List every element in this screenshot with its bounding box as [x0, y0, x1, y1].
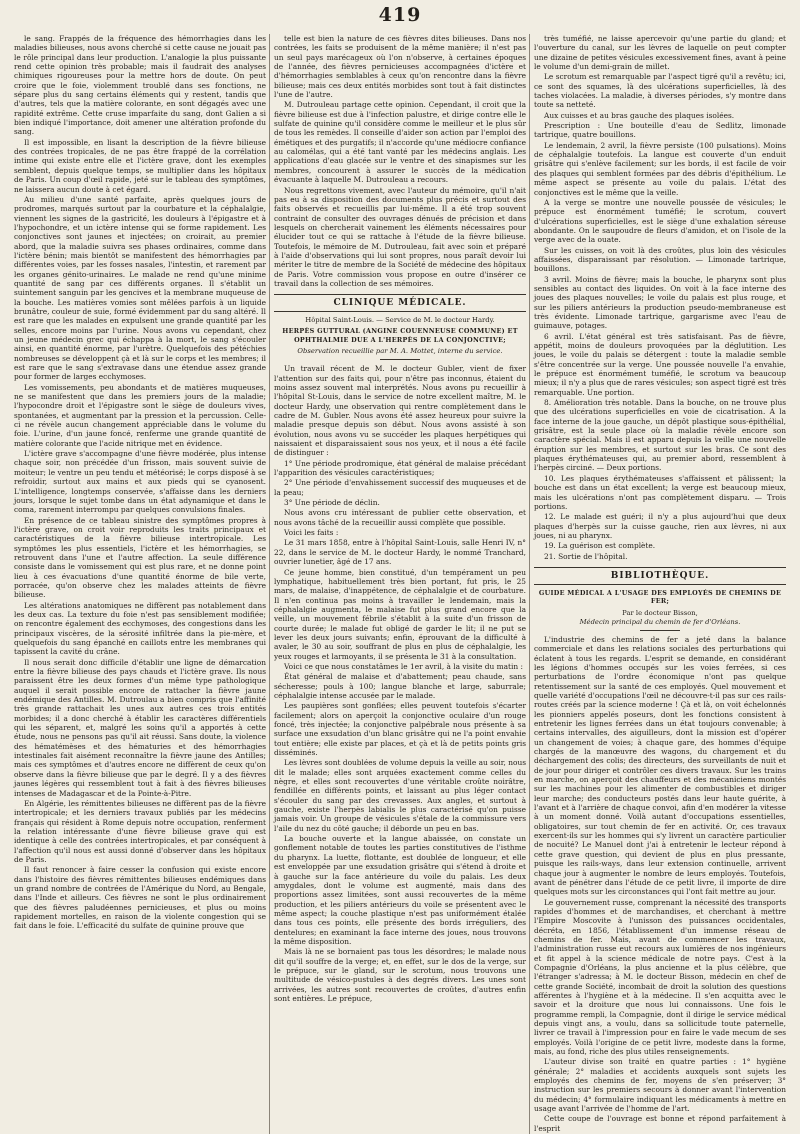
author-role: Médecin principal du chemin de fer d'Orléans. — [579, 617, 741, 626]
paragraph: 10. Les plaques érythémateuses s'affaissent et pâlissent; la bouche est dans un état excellent; la verge est beaucoup mieux, mais les ulcérations n'ont pas complètement disparu. — Trois portions. — [534, 473, 786, 511]
column-2-bottom-paragraphs — [274, 364, 526, 1003]
paragraph: Il nous serait donc difficile d'établir une ligne de démarcation entre la fièvre bilieuse des pays chauds et l'ictère grave. Ils nous paraissent être les deux formes d'un même type pathologique auquel il serait possible encore de rattacher la fièvre jaune endémique des Antilles. M. Dutroulau a bien compris que l'affinité très grande rattachait les unes aux autres ces trois entités morbides; il a donc cherché à établir les caractères différentiels qui les séparent, et, malgré les soins qu'il a apportés à cette étude, nous ne pensons pas qu'il ait réussi. Sans doute, la violence des hématémèses et des hématuries et des hémorrhagies intestinales fait aisément reconnaître la fièvre jaune des Antilles; mais ces symptômes et d'autres encore ne diffèrent de ceux qu'on observe dans la fièvre bilieuse que par le degré. Il y a des fièvres jaunes légères qui ressemblent tout à fait à des fièvres bilieuses intenses de Madagascar et de la Pointe-à-Pitre. — [14, 657, 266, 798]
paragraph: En présence de ce tableau sinistre des symptômes propres à l'ictère grave, on croit voir reproduits les traits principaux et caractéristiques de la fièvre bilieuse intertropicale. Les symptômes les plus essentiels, l'ictère et les hémorrhagies, se retrouvent dans l'une et l'autre affection. La seule différence consiste dans le vomissement qui est plus rare, et ne donne point lieu à ces évacuations d'une quantité énorme de bile verte, porracée, qu'on observe chez les malades atteints de fièvre bilieuse. — [14, 515, 266, 600]
section-title-clinique: CLINIQUE MÉDICALE. — [274, 294, 526, 312]
text-columns — [14, 34, 786, 1133]
paragraph: État général de malaise et d'abattement; peau chaude, sans sécheresse; pouls à 100; langue blanche et large, saburrale; céphalalgie intense accusée par le malade. — [274, 672, 526, 700]
paragraph: Le gouvernement russe, comprenant la nécessité des transports rapides d'hommes et de marchandises, et cherchant à mettre l'Empire Moscovite à l'unisson des puissances occidentales, décréta, en 1856, l'établissement d'un immense réseau de chemins de fer. Mais, avant de commencer les travaux, l'administration russe eut recours aux lumières de nos ingénieurs et fit appel à la science médicale de notre pays. C'est à la Compagnie d'Orléans, la plus ancienne et la plus célèbre, que l'étranger s'adressa; à M. le docteur Bisson, médecin en chef de cette grande Société, incombait de droit la solution des questions afférentes à l'hygiène et à la médecine. Il s'en acquitta avec le savoir et la droiture que nous lui connaissons. Une fois le programme rempli, la Compagnie, dont il dirige le service médical depuis vingt ans, a voulu, dans sa sollicitude toute paternelle, livrer ce travail à l'impression pour en faire le vade mecum de ses employés. Voilà l'origine de ce petit livre, modeste dans la forme, mais, au fond, riche des plus utiles renseignements. — [534, 897, 786, 1057]
paragraph: Les paupières sont gonflées; elles peuvent toutefois s'écarter facilement; alors on aperçoit la conjonctive oculaire d'un rouge foncé, très injectée; la conjonctive palpébrale nous présente à sa surface une exsudation d'un blanc grisâtre qui ne l'a point envahie tout entière; elle existe par places, et çà et là de petits points gris disséminés. — [274, 701, 526, 758]
paragraph: 19. La guérison est complète. — [544, 541, 656, 551]
column-2-top-paragraphs — [274, 34, 526, 288]
paragraph: Le 31 mars 1858, entre à l'hôpital Saint-Louis, salle Henri IV, n° 22, dans le service de M. le docteur Hardy, le nommé Tranchard, ouvrier lunetier, âgé de 17 ans. — [274, 538, 526, 567]
paragraph: M. Dutrouleau partage cette opinion. Cependant, il croit que la fièvre bilieuse est due à l'infection palustre, et dirige contre elle le sulfate de quinine qu'il considère comme le meilleur et le plus sûr de tous les remèdes. Il conseille d'aider son action par l'emploi des émétiques et des purgatifs; il n'accorde qu'une médiocre confiance au calomélas, qui a été tant vanté par les médecins anglais. Les applications d'eau glacée sur le ventre et des sinapismes sur les membres, concourent à assurer le succès de la médication évacuante à laquelle M. Dutrouleau a recours. — [274, 100, 526, 185]
paragraph: 6 avril. L'état général est très satisfaisant. Pas de fièvre, appétit, moins de douleurs provoquées par la déglutition. Les joues, le voile du palais se détergent : toute la maladie semble s'être concentrée sur la verge. Une poussée nouvelle l'a envahie, le prépuce est énormément tuméfié, le scrotum va beaucoup mieux; il n'y a plus que de rares vésicules; son aspect tigré est très remarquable. Une portion. — [534, 331, 786, 397]
paragraph: le sang. Frappés de la fréquence des hémorrhagies dans les maladies bilieuses, nous avons cherché si cette cause ne jouait pas le rôle principal dans leur production. L'analogie la plus puissante rend cette opinion très probable; mais il faudrait des analyses chimiques rigoureuses pour la mettre hors de doute. On peut croire que le foie, violemment troublé dans ses fonctions, ne sépare plus du sang certains éléments qui y restent, tandis que d'autres, tels que la matière colorante, en sont dégagés avec une rapidité extrême. Cette cruse imparfaite du sang, dont Galien a si bien indiqué l'importance, doit amener une altération profonde du sang. — [14, 34, 266, 137]
section-title-bibliotheque: BIBLIOTHÈQUE. — [534, 567, 786, 585]
column-3 — [534, 34, 786, 1134]
article-title-herpes: HERPÈS GUTTURAL (ANGINE COUENNEUSE COMMUNE) ET OPHTHALMIE DUE A L'HERPÈS DE LA CONJONCTIVE; — [282, 327, 518, 344]
paragraph: 1° Une période prodromique, état général de malaise précédant l'apparition des vésicules caractéristiques; — [274, 458, 526, 478]
paragraph: Voici ce que nous constatâmes le 1er avril, à la visite du matin : — [284, 661, 523, 671]
paragraph: Le scrotum est remarquable par l'aspect tigré qu'il a revêtu; ici, ce sont des squames, là des ulcérations superficielles, là des taches violacées. La maladie, à diverses périodes, s'y montre dans toute sa netteté. — [534, 72, 786, 110]
paragraph: L'ictère grave s'accompagne d'une fièvre modérée, plus intense chaque soir, non précédée d'un frisson, mais souvent suivie de moiteur; le ventre un peu tendu et météorisé; le corps disposé à se refroidir, surtout aux mains et aux pieds qui se cyanosent. L'intelligence, longtemps conservée, s'affaisse dans les derniers jours, lorsque le sujet tombe dans un état adynamique et dans le coma, rarement interrompu par quelques convulsions finales. — [14, 449, 266, 515]
column-2 — [274, 34, 526, 1134]
paragraph: Sur les cuisses, on voit là des croûtes, plus loin des vésicules affaissées, disparaissant par résolution. — Limonade tartrique, bouillons. — [534, 245, 786, 274]
paragraph: Mais là ne se bornaient pas tous les désordres; le malade nous dit qu'il souffre de la verge; et, en effet, sur le dos de la verge, sur le prépuce, sur le gland, sur le scrotum, nous trouvons une multitude de vésico-pustules à des degrés divers. Les unes sont arrivées, les autres sont recouvertes de croûtes, d'autres enfin sont entières. Le prépuce, — [274, 947, 526, 1003]
hospital-line: Hôpital Saint-Louis. — Service de M. le docteur Hardy. — [305, 316, 495, 325]
paragraph: 2° Une période d'envahissement successif des muqueuses et de la peau; — [274, 478, 526, 497]
paragraph: 8. Amélioration très notable. Dans la bouche, on ne trouve plus que des ulcérations superficielles en voie de cicatrisation. A la face interne de la joue gauche, un dépôt plastique sous-épithélial, grisâtre, est la seule place où la maladie révèle encore son caractère spécial. Mais il est apparu depuis la veille une nouvelle éruption sur les membres, et surtout sur les bras. Ce sont des plaques érythémateuses qui, au premier abord, ressemblent à l'herpès circiné. — Deux portions. — [534, 398, 786, 473]
paragraph: L'industrie des chemins de fer a jeté dans la balance commerciale et dans les relations sociales des perturbations qui éclatent à tous les regards. L'esprit se demande, en considérant les légions d'hommes occupés sur les voies ferrées, si ces perturbations de l'ordre économique n'ont pas quelque retentissement sur la santé de ces employés. Quel mouvement et quelle variété d'occupations l'œil ne découvre-t-il pas sur ces rails-routes créés par la science moderne ! Çà et là, on voit échelonnés les pionniers appelés poseurs, dont les fonctions consistent à entretenir les lignes ferrées dans un état toujours convenable; à certains intervalles, des aiguilleurs, dont la mission est d'opérer un changement de voies; à chaque gare, des hommes d'équipe chargés de la manœuvre des wagons, du chargement et du déchargement des colis; des directeurs, des surveillants de nuit et de jour pour diriger et contrôler ces divers travaux. Sur les trains en marche, on aperçoit des chauffeurs et des mécaniciens montés sur les machines pour les alimenter de combustibles et diriger leur marche; des conducteurs postés dans leur haute guérite, à l'avant et à l'arrière de chaque convoi, afin d'en modérer la vitesse à un moment donné. Voilà autant d'occupations essentielles, obligatoires, sur tout chemin de fer en activité. Or, ces travaux exercent-ils sur les hommes qui s'y livrent un caractère particulier de nocuité? Le Manuel dont j'ai à entretenir le lecteur répond à cette grave question, qui devient de plus en plus pressante, puisque les rails-ways, dans leur extension continuelle, arrivent chaque jour à augmenter le nombre de leurs employés. Toutefois, avant de pénétrer dans l'étude de ce petit livre, il importe de dire quelques mots sur les circonstances qui l'ont fait mettre au jour. — [534, 634, 786, 897]
paragraph: Les vomissements, peu abondants et de matières muqueuses, ne se manifestent que dans les premiers jours de la maladie; l'hypocondre droit et l'épigastre sont le siège de douleurs vives, spontanées, et augmentant par la pression et la percussion. Celle-ci ne révèle aucun changement appréciable dans le volume du foie. L'urine, d'un jaune foncé, renferme une grande quantité de matière colorante que l'acide nitrique met en évidence. — [14, 382, 266, 448]
paragraph: Voici les faits : — [284, 528, 339, 538]
paragraph: Les lèvres sont doublées de volume depuis la veille au soir, nous dit le malade; elles sont arquées exactement comme celles du nègre, et elles sont recouvertes d'une véritable croûte noirâtre, fendillée en différents points, et laissant au plus léger contact s'écouler du sang par des crevasses. Aux angles, et surtout à gauche, existe l'herpès labialis le plus caractérisé qu'on puisse jamais voir. Un groupe de vésicules s'étale de la commissure vers l'aile du nez du côté gauche; il déborde un peu en bas. — [274, 758, 526, 833]
paragraph: Il est impossible, en lisant la description de la fièvre bilieuse des contrées tropicales, de ne pas être frappé de la corrélation intime qui existe entre elle et l'ictère grave, dont les exemples semblent, depuis quelque temps, se multiplier dans les hôpitaux de Paris. Un coup d'œil rapide, jeté sur le tableau des symptômes, ne laissera aucun doute à cet égard. — [14, 137, 266, 194]
paragraph: très tuméfié, ne laisse apercevoir qu'une partie du gland; et l'ouverture du canal, sur les lèvres de laquelle on peut compter une dizaine de petites vésicules excessivement fines, avant à peine le volume d'un demi-grain de millet. — [534, 34, 786, 72]
paragraph: 21. Sortie de l'hôpital. — [544, 551, 628, 561]
page-number: 419 — [378, 4, 422, 26]
paragraph: Ce jeune homme, bien constitué, d'un tempérament un peu lymphatique, habituellement très bien portant, fut pris, le 25 mars, de malaise, d'inappétence, de céphalalgie et de courbature. Il n'en continua pas moins à travailler le lendemain, mais la céphalalgie augmenta, le malaise fut plus grand encore que la veille, un mouvement fébrile s'établit à la suite d'un frisson de courte durée; le malade fut obligé de garder le lit; il ne put se lever les deux jours suivants; enfin, éprouvant de la difficulté à avaler, le 30 au soir, souffrant de plus en plus de céphalalgie, les yeux rouges et larmoyants, il se présenta le 31 à la consultation. — [274, 567, 526, 661]
paragraph: Le lendemain, 2 avril, la fièvre persiste (100 pulsations). Moins de céphalalgie toutefois. La langue est couverte d'un enduit grisâtre qui s'enlève facilement; sur les bords, il est facile de voir des plaques qui semblent formées par des débris d'épithélium. Le même aspect se présente au voile du palais. L'état des conjonctives est le même que la veille. — [534, 140, 786, 197]
observer-line: Observation recueillie par M. A. Mottet, interne du service. — [297, 347, 503, 356]
paragraph: Au milieu d'une santé parfaite, après quelques jours de prodromes, marqués surtout par la courbature et la céphalalgie, viennent les signes de la gastricité, les douleurs à l'épigastre et à l'hypochondre, et un ictère intense qui se forme rapidement. Les conjonctives sont jaunes et injectées; on croirait, au premier abord, que la maladie suivra ses phases ordinaires, comme dans l'ictère bénin; mais bientôt se manifestent des hémorrhagies par différentes voies, par les fosses nasales, l'intestin, et rarement par les organes génito-urinaires. Le malade ne rend qu'une minime quantité de sang par ces différents organes. Il s'établit un suintement sanguin par les gencives et la membrane muqueuse de la bouche. Les matières vomies sont mêlées parfois à un liquide brunâtre, couleur de suie, formé évidemment par du sang altéré. Il est rare que les malades en expulsent une grande quantité par les selles, encore moins par l'urine. Nous avons vu cependant, chez un jeune médecin grec qui échappa à la mort, le sang s'écouler ainsi, en quantité énorme, par l'urètre. Quelquefois des pétéchies nombreuses se développent çà et là sur le corps et les membres; il est rare que le sang s'extravase dans une étendue assez grande pour former de larges ecchymoses. — [14, 194, 266, 382]
paragraph: A la verge se montre une nouvelle poussée de vésicules; le prépuce est énormément tuméfié; le scrotum, couvert d'ulcérations superficielles, est le siège d'une exhalation séreuse abondante. On le saupoudre de fleurs d'amidon, et on l'isole de la verge avec de la ouate. — [534, 197, 786, 245]
paragraph: La bouche ouverte et la langue abaissée, on constate un gonflement notable de toutes les parties constitutives de l'isthme du pharynx. La luette, flottante, est doublée de longueur, et elle est enveloppée par une exsudation grisâtre qui s'étend à droite et à gauche sur la face antérieure du voile du palais. Les deux amygdales, dont le volume est augmenté, mais dans des proportions assez limitées, sont aussi recouvertes de la même production, et les piliers antérieurs du voile se présentent avec le même aspect; la couche plastique n'est pas uniformément étalée dans tous ces points, elle présente des bords irréguliers, des dentelures; en examinant la face interne des joues, nous trouvons la même disposition. — [274, 834, 526, 946]
paragraph: Il faut renoncer à faire cesser la confusion qui existe encore dans l'histoire des fièvres rémittentes bilieuses endémiques dans un grand nombre de contrées de l'Amérique du Nord, au Bengale, dans l'Inde et ailleurs. Ces fièvres ne sont le plus ordinairement que des fièvres paludéennes pernicieuses, et plus ou moins rapidement mortelles, en raison de la violente congestion qui se fait dans le foie. L'efficacité du sulfate de quinine prouve que — [14, 865, 266, 931]
column-3-top-paragraphs — [534, 34, 786, 561]
paragraph: Nous avons cru intéressant de publier cette observation, et nous avons tâché de la recueillir aussi complète que possible. — [274, 508, 526, 527]
column-3-bottom-paragraphs — [534, 635, 786, 1133]
author-line: Par le docteur Bisson, — [622, 608, 698, 617]
column-1 — [14, 34, 266, 1134]
paragraph: Les altérations anatomiques ne diffèrent pas notablement dans les deux cas. La texture du foie n'est pas sensiblement modifiée; on rencontre également des ecchymoses, des congestions dans les principaux viscères, de la sérosité infiltrée dans la pie-mère, et quelquefois du sang épanché en caillots entre les membranes qui tapissent la cavité du crâne. — [14, 600, 266, 657]
paragraph: 12. Le malade est guéri; il n'y a plus aujourd'hui que deux plaques d'herpès sur la cuisse gauche, rien aux lèvres, ni aux joues, ni au pharynx. — [534, 512, 786, 540]
divider-rule — [640, 630, 680, 631]
paragraph: 3 avril. Moins de fièvre; mais la bouche, le pharynx sont plus sensibles au contact des liquides. On voit à la face interne des joues des plaques nouvelles; le voile du palais est plus rouge, et sur les piliers antérieurs la production pseudo-membraneuse est très évidente. Limonade tartrique, gargarisme avec l'eau de guimauve, potages. — [534, 274, 786, 331]
paragraph: En Algérie, les rémittentes bilieuses ne diffèrent pas de la fièvre intertropicale; et les derniers travaux publiés par les médecins français qui résident à Rome depuis notre occupation, renferment la relation intéressante d'une fièvre bilieuse grave qui est identique à celle des contrées intertropicales, et par conséquent à l'affection qu'il nous est aussi donné d'observer dans les hôpitaux de Paris. — [14, 798, 266, 864]
paragraph: 3° Une période de déclin. — [284, 498, 380, 508]
paragraph: Prescription : Une bouteille d'eau de Sedlitz, limonade tartrique, quatre bouillons. — [534, 121, 786, 140]
paragraph: Un travail récent de M. le docteur Gubler, vient de fixer l'attention sur des faits qui, pour n'être pas inconnus, étaient du moins assez souvent mal interprétés. Nous avons pu recueillir à l'hôpital St-Louis, dans le service de notre excellent maître, M. le docteur Hardy, une observation qui rentre complètement dans le cadre de M. Gubler. Nous avons été assez heureux pour suivre la maladie presque depuis son début. Nous avons assisté à son évolution, nous avons vu se succéder les plaques herpétiques qui naissaient et disparaissaient sous nos yeux, et il nous a été facile de distinguer : — [274, 364, 526, 458]
paragraph: L'auteur divise son traité en quatre parties : 1° hygiène générale; 2° maladies et accidents auxquels sont sujets les employés des chemins de fer, moyens de s'en préserver; 3° instruction sur les premiers secours à donner avant l'intervention du médecin; 4° formulaire indiquant les médicaments à mettre en usage avant l'arrivée de l'homme de l'art. — [534, 1057, 786, 1114]
article-title-guide: GUIDE MÉDICAL A L'USAGE DES EMPLOYÉS DE CHEMINS DE FER; — [538, 588, 782, 606]
paragraph: Nous regrettons vivement, avec l'auteur du mémoire, qu'il n'ait pas eu à sa disposition des documents plus précis et surtout des faits observés et recueillis par lui-même. Il a été trop souvent contraint de consulter des ouvrages dénués de précision et dans lesquels on chercherait vainement les éléments nécessaires pour élucider tout ce qui se rattache à l'étude de la fièvre bilieuse. Toutefois, le mémoire de M. Dutrouleau, fait avec soin et préparé à l'aide d'observations qui lui sont propres, nous paraît devoir lui mériter le titre de membre de la Société de médecine des hôpitaux de Paris. Votre commission vous propose en outre d'insérer ce travail dans la collection de ses mémoires. — [274, 185, 526, 288]
paragraph: Aux cuisses et au bras gauche des plaques isolées. — [544, 110, 735, 120]
paragraph: Cette coupe de l'ouvrage est bonne et répond parfaitement à l'esprit — [534, 1114, 786, 1133]
divider-rule — [380, 359, 420, 360]
paragraph: telle est bien la nature de ces fièvres dites bilieuses. Dans nos contrées, les faits se produisent de la même manière; il n'est pas un seul pays marécageux où l'on n'observe, à certaines époques de l'année, des fièvres pernicieuses accompagnées d'ictère et d'hémorrhagies semblables à ceux qu'on rencontre dans la fièvre bilieuse; mais ces deux entités morbides sont tout à fait distinctes l'une de l'autre. — [274, 34, 526, 100]
